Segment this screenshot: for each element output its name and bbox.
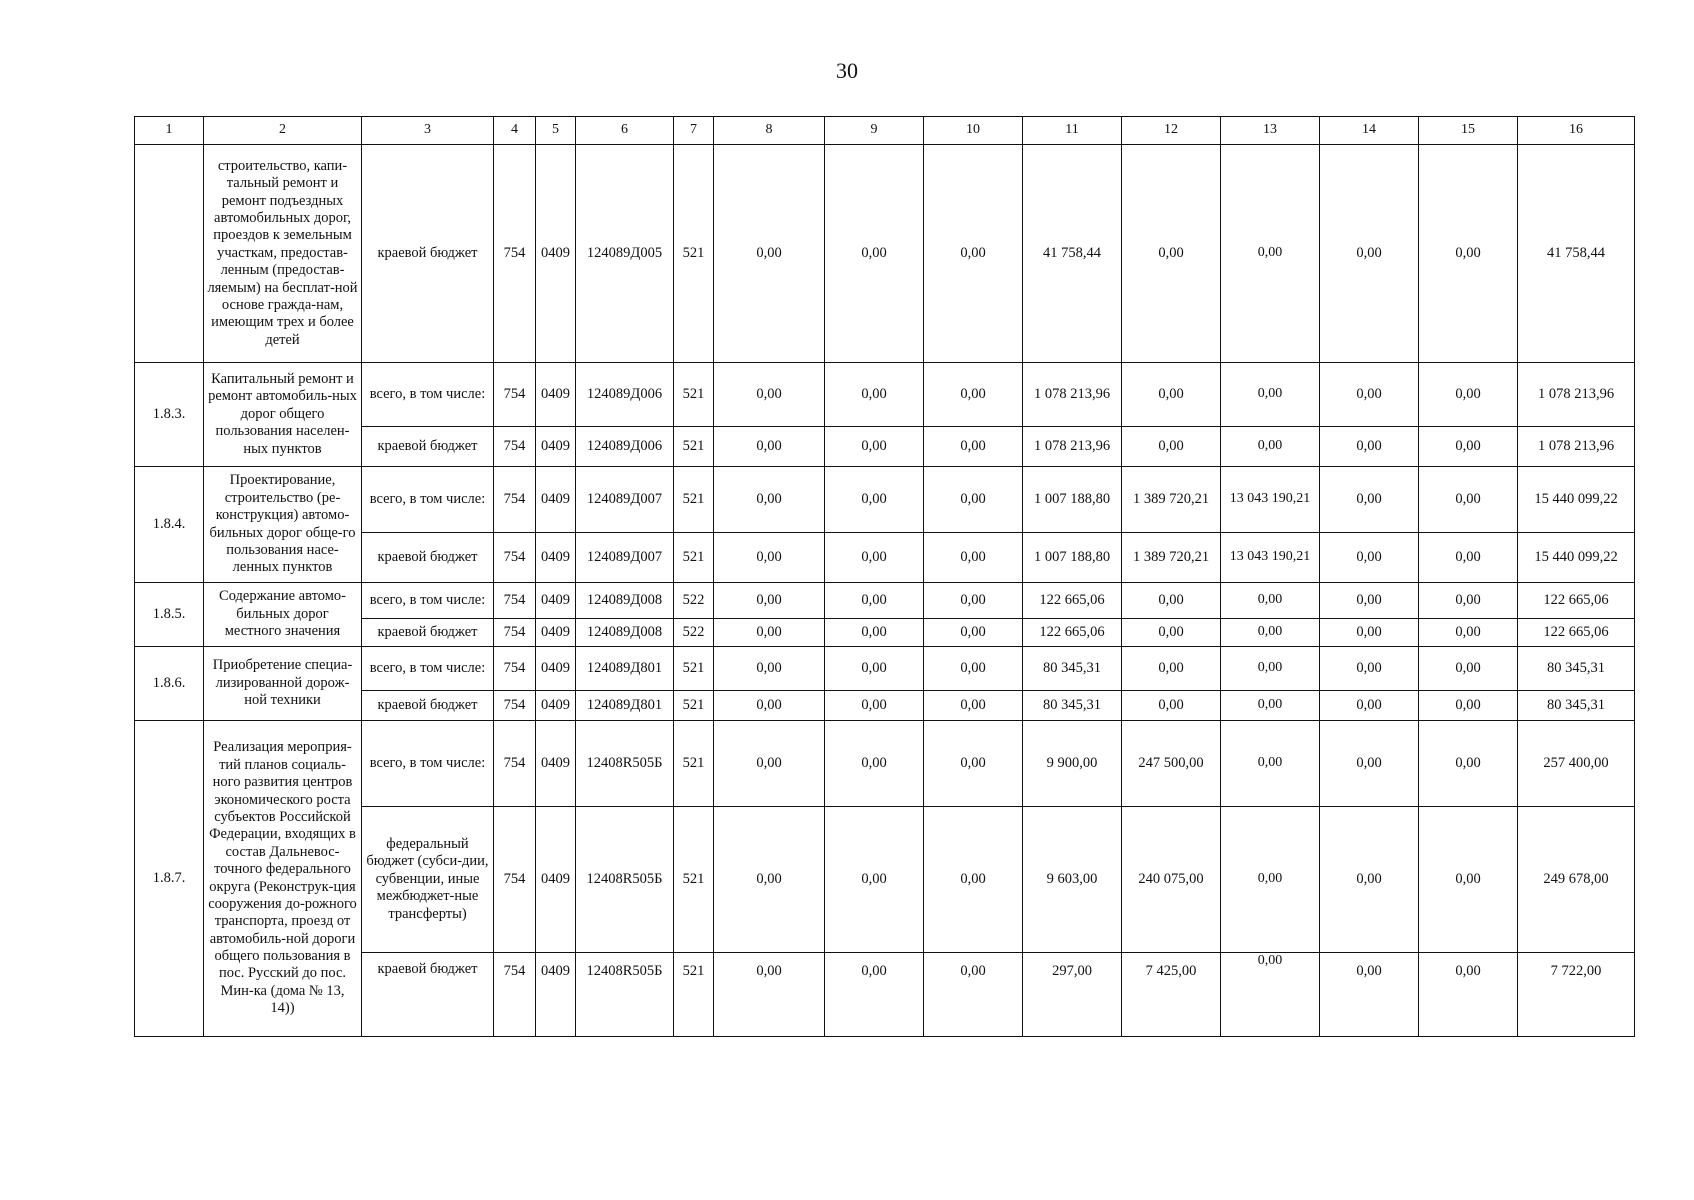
measure-name: Реализация мероприя-тий планов социаль-ного развития центров экономического роста субъектов Российской Федерации, входящих в состав Дальневос-точного федерального округа (Реконструк-ция сооружения до-рожного транспорта, проезд от автомобиль-ной дороги общего пользования в пос. Русский до пос. Мин-ка (дома № 13, 14)) (204, 721, 362, 1037)
table-row (135, 647, 1635, 691)
cell-col-15: 0,00 (1419, 721, 1518, 807)
column-header: 3 (362, 117, 494, 145)
cell-col-15: 0,00 (1419, 145, 1518, 363)
cell-col-16: 15 440 099,22 (1518, 467, 1635, 533)
cell-col-5: 0409 (536, 583, 576, 619)
cell-col-12: 240 075,00 (1122, 807, 1221, 953)
cell-col-9: 0,00 (825, 953, 924, 1037)
column-header: 7 (674, 117, 714, 145)
cell-col-9: 0,00 (825, 691, 924, 721)
cell-col-12: 7 425,00 (1122, 953, 1221, 1037)
cell-col-14: 0,00 (1320, 691, 1419, 721)
cell-col-5: 0409 (536, 467, 576, 533)
item-number: 1.8.5. (135, 583, 204, 647)
cell-col-16: 122 665,06 (1518, 619, 1635, 647)
table-row (135, 583, 1635, 619)
table-row (135, 467, 1635, 533)
column-header: 8 (714, 117, 825, 145)
column-header: 2 (204, 117, 362, 145)
cell-col-5: 0409 (536, 533, 576, 583)
column-header: 11 (1023, 117, 1122, 145)
cell-col-7: 522 (674, 583, 714, 619)
cell-col-12: 0,00 (1122, 363, 1221, 427)
funding-source: федеральный бюджет (субси-дии, субвенции, иные межбюджет-ные трансферты) (362, 807, 494, 953)
column-header: 14 (1320, 117, 1419, 145)
item-number: 1.8.4. (135, 467, 204, 583)
cell-col-16: 1 078 213,96 (1518, 363, 1635, 427)
cell-col-10: 0,00 (924, 691, 1023, 721)
cell-col-4: 754 (494, 691, 536, 721)
cell-col-8: 0,00 (714, 619, 825, 647)
cell-col-4: 754 (494, 145, 536, 363)
cell-col-13: 0,00 (1221, 363, 1320, 427)
column-header: 5 (536, 117, 576, 145)
cell-col-10: 0,00 (924, 363, 1023, 427)
cell-col-16: 80 345,31 (1518, 691, 1635, 721)
cell-col-12: 0,00 (1122, 619, 1221, 647)
cell-col-6: 124089Д005 (576, 145, 674, 363)
cell-col-10: 0,00 (924, 647, 1023, 691)
cell-col-15: 0,00 (1419, 363, 1518, 427)
cell-col-7: 521 (674, 953, 714, 1037)
column-header: 13 (1221, 117, 1320, 145)
cell-col-11: 122 665,06 (1023, 619, 1122, 647)
table-body (135, 145, 1635, 1037)
cell-col-6: 124089Д008 (576, 583, 674, 619)
cell-col-9: 0,00 (825, 427, 924, 467)
cell-col-11: 9 900,00 (1023, 721, 1122, 807)
funding-source: всего, в том числе: (362, 363, 494, 427)
cell-col-9: 0,00 (825, 145, 924, 363)
item-number: 1.8.6. (135, 647, 204, 721)
cell-col-8: 0,00 (714, 647, 825, 691)
cell-col-15: 0,00 (1419, 807, 1518, 953)
cell-col-16: 7 722,00 (1518, 953, 1635, 1037)
cell-col-7: 521 (674, 721, 714, 807)
cell-col-8: 0,00 (714, 721, 825, 807)
cell-col-15: 0,00 (1419, 691, 1518, 721)
measure-name: Приобретение специа-лизированной дорож-ной техники (204, 647, 362, 721)
table-row (135, 145, 1635, 363)
cell-col-10: 0,00 (924, 953, 1023, 1037)
cell-col-11: 1 078 213,96 (1023, 363, 1122, 427)
cell-col-9: 0,00 (825, 647, 924, 691)
cell-col-16: 122 665,06 (1518, 583, 1635, 619)
measure-name: Капитальный ремонт и ремонт автомобиль-ных дорог общего пользования населен-ных пунктов (204, 363, 362, 467)
cell-col-15: 0,00 (1419, 427, 1518, 467)
cell-col-4: 754 (494, 427, 536, 467)
cell-col-15: 0,00 (1419, 647, 1518, 691)
header-row (135, 117, 1635, 145)
cell-col-12: 0,00 (1122, 583, 1221, 619)
table-row (135, 721, 1635, 807)
cell-col-5: 0409 (536, 807, 576, 953)
cell-col-14: 0,00 (1320, 427, 1419, 467)
cell-col-5: 0409 (536, 721, 576, 807)
cell-col-10: 0,00 (924, 533, 1023, 583)
cell-col-7: 522 (674, 619, 714, 647)
cell-col-10: 0,00 (924, 807, 1023, 953)
cell-col-16: 257 400,00 (1518, 721, 1635, 807)
cell-col-11: 122 665,06 (1023, 583, 1122, 619)
measure-name: Содержание автомо-бильных дорог местного значения (204, 583, 362, 647)
cell-col-8: 0,00 (714, 145, 825, 363)
funding-source: всего, в том числе: (362, 467, 494, 533)
cell-col-13: 0,00 (1221, 691, 1320, 721)
cell-col-6: 12408R505Б (576, 953, 674, 1037)
cell-col-7: 521 (674, 647, 714, 691)
cell-col-10: 0,00 (924, 145, 1023, 363)
column-header: 9 (825, 117, 924, 145)
cell-col-5: 0409 (536, 145, 576, 363)
cell-col-6: 124089Д006 (576, 427, 674, 467)
table-row (135, 363, 1635, 427)
cell-col-15: 0,00 (1419, 583, 1518, 619)
cell-col-6: 124089Д006 (576, 363, 674, 427)
cell-col-12: 1 389 720,21 (1122, 533, 1221, 583)
cell-col-5: 0409 (536, 427, 576, 467)
cell-col-14: 0,00 (1320, 363, 1419, 427)
cell-col-7: 521 (674, 533, 714, 583)
cell-col-10: 0,00 (924, 467, 1023, 533)
cell-col-7: 521 (674, 145, 714, 363)
cell-col-12: 0,00 (1122, 427, 1221, 467)
cell-col-10: 0,00 (924, 427, 1023, 467)
cell-col-8: 0,00 (714, 427, 825, 467)
cell-col-6: 124089Д008 (576, 619, 674, 647)
cell-col-9: 0,00 (825, 363, 924, 427)
cell-col-4: 754 (494, 953, 536, 1037)
cell-col-10: 0,00 (924, 583, 1023, 619)
cell-col-8: 0,00 (714, 467, 825, 533)
cell-col-13: 0,00 (1221, 583, 1320, 619)
cell-col-6: 12408R505Б (576, 721, 674, 807)
cell-col-4: 754 (494, 363, 536, 427)
cell-col-14: 0,00 (1320, 953, 1419, 1037)
cell-col-16: 80 345,31 (1518, 647, 1635, 691)
funding-source: всего, в том числе: (362, 647, 494, 691)
cell-col-4: 754 (494, 467, 536, 533)
cell-col-5: 0409 (536, 619, 576, 647)
cell-col-13: 0,00 (1221, 427, 1320, 467)
cell-col-13: 13 043 190,21 (1221, 533, 1320, 583)
cell-col-15: 0,00 (1419, 619, 1518, 647)
cell-col-6: 124089Д801 (576, 647, 674, 691)
cell-col-5: 0409 (536, 363, 576, 427)
cell-col-11: 297,00 (1023, 953, 1122, 1037)
cell-col-14: 0,00 (1320, 647, 1419, 691)
cell-col-12: 0,00 (1122, 647, 1221, 691)
cell-col-7: 521 (674, 807, 714, 953)
cell-col-9: 0,00 (825, 807, 924, 953)
cell-col-5: 0409 (536, 647, 576, 691)
cell-col-9: 0,00 (825, 467, 924, 533)
cell-col-4: 754 (494, 721, 536, 807)
cell-col-14: 0,00 (1320, 583, 1419, 619)
item-number: 1.8.3. (135, 363, 204, 467)
cell-col-16: 15 440 099,22 (1518, 533, 1635, 583)
cell-col-13: 0,00 (1221, 619, 1320, 647)
cell-col-5: 0409 (536, 953, 576, 1037)
cell-col-6: 124089Д007 (576, 467, 674, 533)
cell-col-15: 0,00 (1419, 533, 1518, 583)
cell-col-11: 1 007 188,80 (1023, 533, 1122, 583)
cell-col-15: 0,00 (1419, 467, 1518, 533)
cell-col-7: 521 (674, 691, 714, 721)
cell-col-14: 0,00 (1320, 807, 1419, 953)
funding-source: краевой бюджет (362, 427, 494, 467)
cell-col-15: 0,00 (1419, 953, 1518, 1037)
cell-col-14: 0,00 (1320, 467, 1419, 533)
cell-col-4: 754 (494, 807, 536, 953)
measure-name: строительство, капи-тальный ремонт и ремонт подъездных автомобильных дорог, проездов к земельным участкам, предостав-ленным (предостав-ляемым) на бесплат-ной основе гражда-нам, имеющим трех и более детей (204, 145, 362, 363)
funding-source: краевой бюджет (362, 691, 494, 721)
cell-col-13: 0,00 (1221, 807, 1320, 953)
cell-col-16: 1 078 213,96 (1518, 427, 1635, 467)
cell-col-4: 754 (494, 619, 536, 647)
funding-source: всего, в том числе: (362, 721, 494, 807)
cell-col-12: 247 500,00 (1122, 721, 1221, 807)
column-header: 4 (494, 117, 536, 145)
cell-col-13: 0,00 (1221, 953, 1320, 1037)
column-header: 16 (1518, 117, 1635, 145)
column-header: 1 (135, 117, 204, 145)
cell-col-12: 0,00 (1122, 145, 1221, 363)
cell-col-9: 0,00 (825, 583, 924, 619)
cell-col-14: 0,00 (1320, 145, 1419, 363)
cell-col-10: 0,00 (924, 619, 1023, 647)
column-header: 10 (924, 117, 1023, 145)
cell-col-9: 0,00 (825, 721, 924, 807)
cell-col-14: 0,00 (1320, 619, 1419, 647)
cell-col-6: 124089Д801 (576, 691, 674, 721)
cell-col-4: 754 (494, 583, 536, 619)
page-number: 30 (836, 58, 858, 83)
cell-col-13: 13 043 190,21 (1221, 467, 1320, 533)
cell-col-11: 1 078 213,96 (1023, 427, 1122, 467)
funding-source: краевой бюджет (362, 619, 494, 647)
funding-source: краевой бюджет (362, 145, 494, 363)
cell-col-14: 0,00 (1320, 721, 1419, 807)
cell-col-16: 41 758,44 (1518, 145, 1635, 363)
cell-col-8: 0,00 (714, 583, 825, 619)
cell-col-7: 521 (674, 363, 714, 427)
cell-col-8: 0,00 (714, 533, 825, 583)
cell-col-4: 754 (494, 533, 536, 583)
cell-col-13: 0,00 (1221, 647, 1320, 691)
cell-col-5: 0409 (536, 691, 576, 721)
funding-source: краевой бюджет (362, 953, 494, 1037)
cell-col-13: 0,00 (1221, 721, 1320, 807)
cell-col-11: 9 603,00 (1023, 807, 1122, 953)
cell-col-6: 12408R505Б (576, 807, 674, 953)
cell-col-13: 0,00 (1221, 145, 1320, 363)
item-number (135, 145, 204, 363)
cell-col-11: 41 758,44 (1023, 145, 1122, 363)
cell-col-7: 521 (674, 427, 714, 467)
measure-name: Проектирование, строительство (ре-конструкция) автомо-бильных дорог обще-го пользования насе-ленных пунктов (204, 467, 362, 583)
cell-col-11: 80 345,31 (1023, 647, 1122, 691)
cell-col-8: 0,00 (714, 807, 825, 953)
cell-col-12: 0,00 (1122, 691, 1221, 721)
cell-col-14: 0,00 (1320, 533, 1419, 583)
cell-col-8: 0,00 (714, 691, 825, 721)
cell-col-11: 1 007 188,80 (1023, 467, 1122, 533)
cell-col-16: 249 678,00 (1518, 807, 1635, 953)
cell-col-7: 521 (674, 467, 714, 533)
item-number: 1.8.7. (135, 721, 204, 1037)
cell-col-12: 1 389 720,21 (1122, 467, 1221, 533)
cell-col-11: 80 345,31 (1023, 691, 1122, 721)
cell-col-9: 0,00 (825, 619, 924, 647)
column-header: 6 (576, 117, 674, 145)
funding-source: краевой бюджет (362, 533, 494, 583)
cell-col-9: 0,00 (825, 533, 924, 583)
column-header: 15 (1419, 117, 1518, 145)
cell-col-10: 0,00 (924, 721, 1023, 807)
funding-source: всего, в том числе: (362, 583, 494, 619)
column-header: 12 (1122, 117, 1221, 145)
budget-table (134, 116, 1635, 1037)
cell-col-6: 124089Д007 (576, 533, 674, 583)
cell-col-4: 754 (494, 647, 536, 691)
cell-col-8: 0,00 (714, 953, 825, 1037)
cell-col-8: 0,00 (714, 363, 825, 427)
